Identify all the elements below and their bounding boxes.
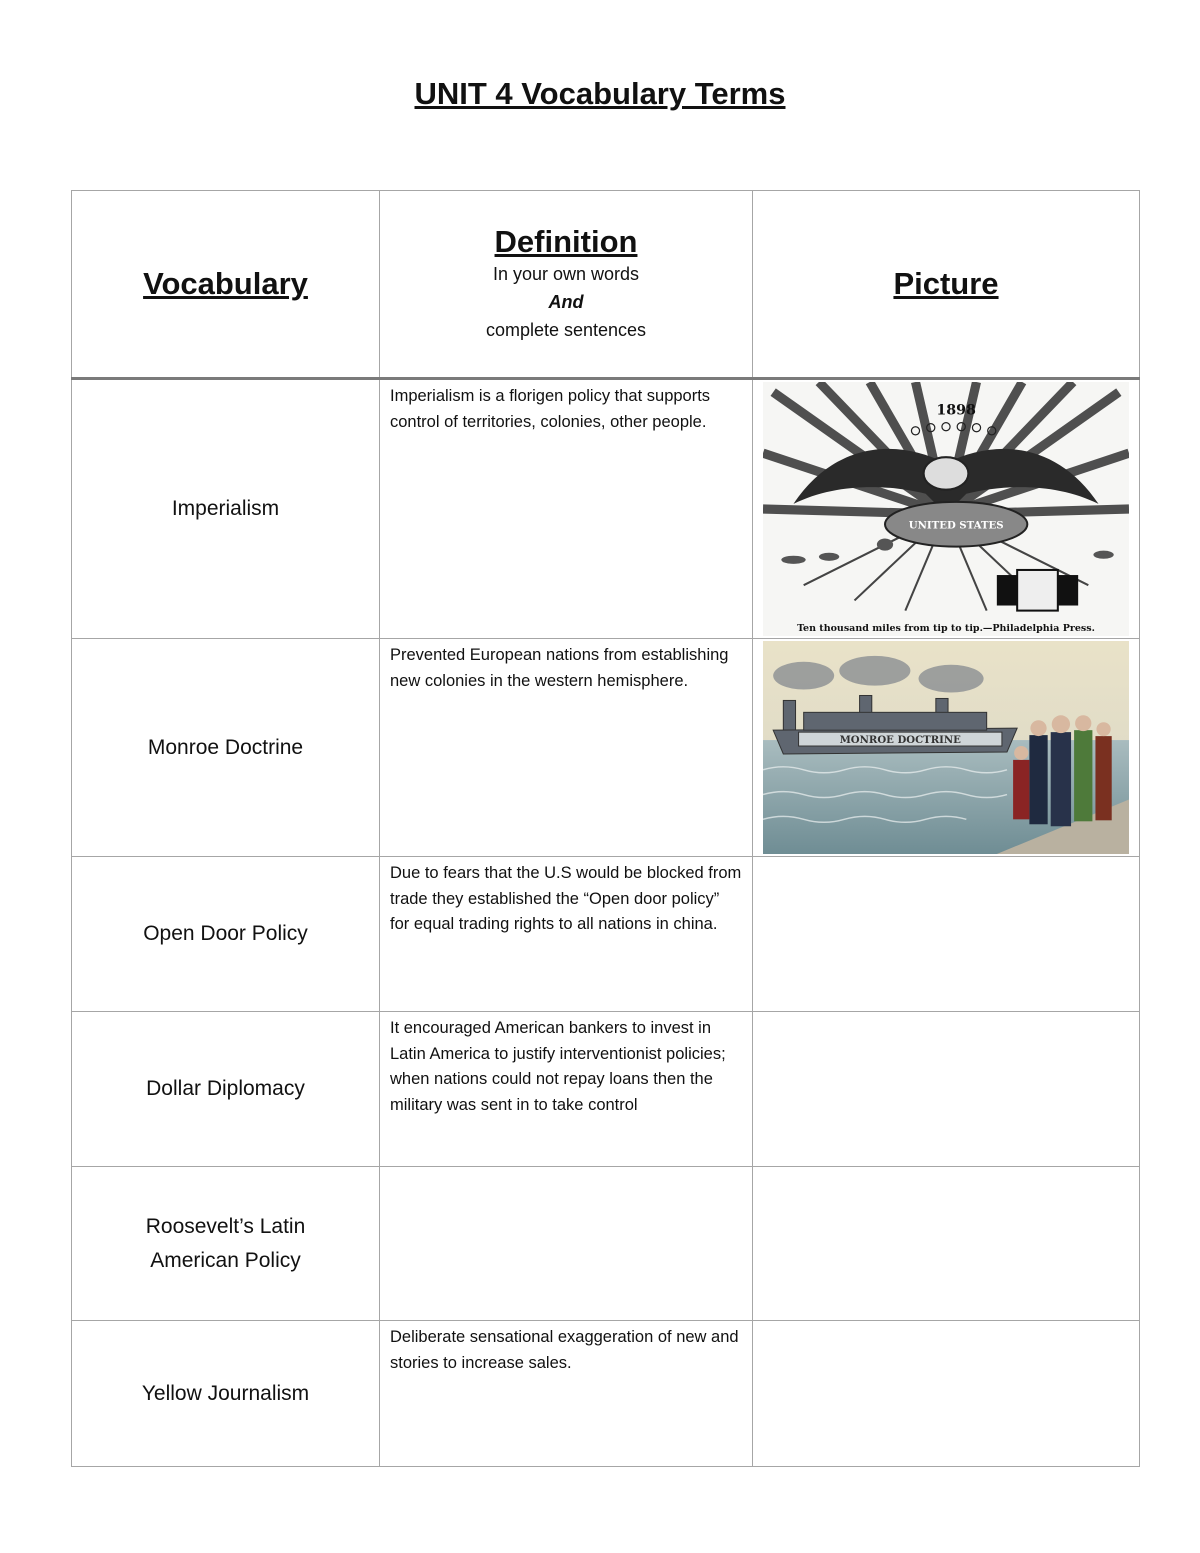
definition-subheader-2: And <box>548 292 584 312</box>
table-header-row <box>72 191 1140 379</box>
definition-header-cell <box>380 191 753 379</box>
eagle-cartoon-image <box>763 382 1129 636</box>
term-cell: Dollar Diplomacy <box>72 1012 380 1167</box>
table-row <box>72 1012 1140 1167</box>
cartoon-caption: Ten thousand miles from tip to tip.—Philadelphia Press. <box>797 623 1095 634</box>
table-row <box>72 1321 1140 1467</box>
definition-cell[interactable]: Imperialism is a florigen policy that supports control of territories, colonies, other people. <box>380 379 753 639</box>
vocabulary-header-cell <box>72 191 380 379</box>
definition-subheader-1: In your own words <box>492 264 640 284</box>
picture-cell[interactable] <box>753 1167 1140 1321</box>
table-row <box>72 639 1140 857</box>
shield <box>1017 570 1058 611</box>
table-row <box>72 1167 1140 1321</box>
vocabulary-header: Vocabulary <box>143 266 308 301</box>
definition-cell[interactable]: Deliberate sensational exaggeration of new and stories to increase sales. <box>380 1321 753 1467</box>
eagle-head <box>924 457 969 490</box>
definition-header: Definition <box>494 224 638 259</box>
picture-header-cell <box>753 191 1140 379</box>
page-title: UNIT 4 Vocabulary Terms <box>414 76 786 111</box>
definition-subheader-3: complete sentences <box>485 320 647 340</box>
definition-cell[interactable] <box>380 1167 753 1321</box>
term-cell: Monroe Doctrine <box>72 639 380 857</box>
definition-cell[interactable]: Prevented European nations from establishing new colonies in the western hemisphere. <box>380 639 753 857</box>
definition-cell[interactable]: Due to fears that the U.S would be blocked from trade they established the “Open door policy” for equal trading rights to all nations in china. <box>380 857 753 1012</box>
vocabulary-table <box>71 190 1140 1467</box>
term-cell: Imperialism <box>72 379 380 639</box>
imperialism-eagle-cartoon <box>763 382 1129 636</box>
cartoon-year: 1898 <box>936 402 976 419</box>
map-banner-text: UNITED STATES <box>908 519 1004 532</box>
table-row <box>72 857 1140 1012</box>
picture-cell <box>753 639 1140 857</box>
picture-cell[interactable] <box>753 1012 1140 1167</box>
term-cell: Open Door Policy <box>72 857 380 1012</box>
ship-banner-text: MONROE DOCTRINE <box>839 735 961 747</box>
picture-cell <box>753 379 1140 639</box>
definition-cell[interactable]: It encouraged American bankers to invest in Latin America to justify interventionist policies; when nations could not repay loans then the military was sent in to take control <box>380 1012 753 1167</box>
term-cell: Roosevelt’s Latin American Policy <box>72 1167 380 1321</box>
warships-image <box>763 641 1129 854</box>
picture-header: Picture <box>893 266 999 301</box>
picture-cell[interactable] <box>753 857 1140 1012</box>
picture-cell[interactable] <box>753 1321 1140 1467</box>
term-cell: Yellow Journalism <box>72 1321 380 1467</box>
monroe-doctrine-cartoon <box>763 641 1129 854</box>
table-row <box>72 379 1140 639</box>
